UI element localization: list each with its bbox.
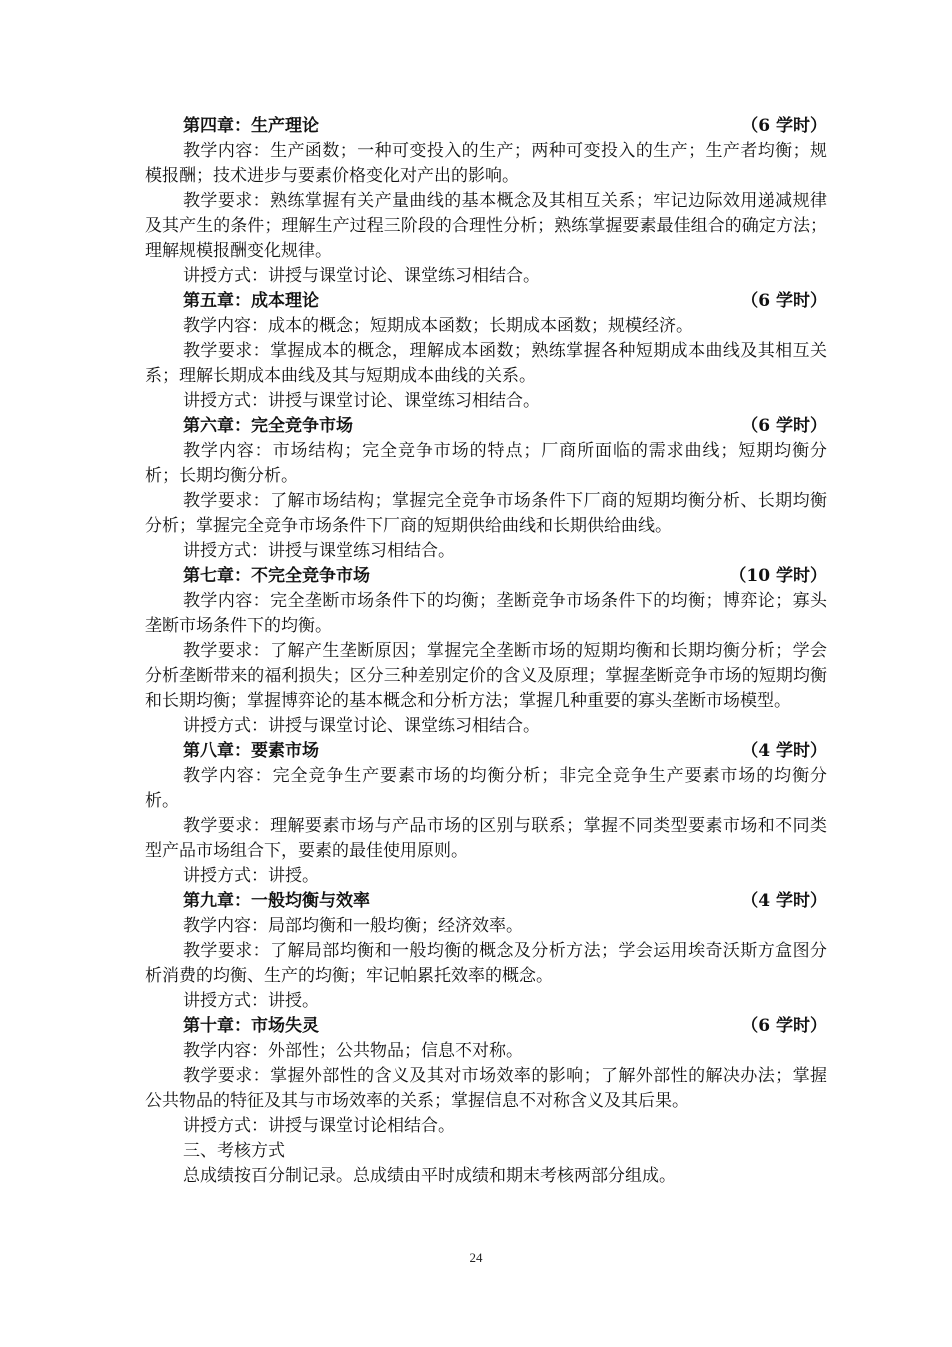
chapter-content: 教学内容：外部性；公共物品；信息不对称。 <box>183 1041 523 1061</box>
chapter-requirements: 教学要求：掌握外部性的含义及其对市场效率的影响；了解外部性的解决办法；掌握公共物品的特征及其与市场效率的关系；掌握信息不对称含义及其后果。 <box>145 1066 827 1111</box>
chapter-content: 教学内容：完全竞争生产要素市场的均衡分析；非完全竞争生产要素市场的均衡分析。 <box>145 766 827 811</box>
chapter-content: 教学内容：完全垄断市场条件下的均衡；垄断竞争市场条件下的均衡；博弈论；寡头垄断市场条件下的均衡。 <box>145 591 827 636</box>
assessment-title: 三、考核方式 <box>183 1141 285 1161</box>
chapter-title: 第四章：生产理论 <box>183 116 319 136</box>
chapter-heading <box>145 889 827 914</box>
chapter-method: 讲授方式：讲授与课堂讨论、课堂练习相结合。 <box>183 391 540 411</box>
document-body <box>145 114 827 1189</box>
chapter-title: 第九章：一般均衡与效率 <box>183 891 370 911</box>
chapter-requirements: 教学要求：理解要素市场与产品市场的区别与联系；掌握不同类型要素市场和不同类型产品市场组合下，要素的最佳使用原则。 <box>145 816 827 861</box>
chapter-heading <box>145 289 827 314</box>
chapter-hours: （4 学时） <box>741 891 827 911</box>
chapter-heading <box>145 1014 827 1039</box>
chapter-hours: （6 学时） <box>741 116 827 136</box>
chapter-method: 讲授方式：讲授与课堂讨论相结合。 <box>183 1116 455 1136</box>
chapter-method: 讲授方式：讲授。 <box>183 866 319 886</box>
page-number: 24 <box>469 1250 483 1265</box>
chapter-title: 第六章：完全竞争市场 <box>183 416 353 436</box>
chapter-heading <box>145 114 827 139</box>
chapter-title: 第十章：市场失灵 <box>183 1016 319 1036</box>
chapter-heading <box>145 739 827 764</box>
chapter-requirements: 教学要求：了解局部均衡和一般均衡的概念及分析方法；学会运用埃奇沃斯方盒图分析消费的均衡、生产的均衡；牢记帕累托效率的概念。 <box>145 941 827 986</box>
chapter-heading <box>145 414 827 439</box>
chapter-heading <box>145 564 827 589</box>
chapter-hours: （6 学时） <box>741 1016 827 1036</box>
chapter-content: 教学内容：局部均衡和一般均衡；经济效率。 <box>183 916 523 936</box>
chapter-method: 讲授方式：讲授与课堂练习相结合。 <box>183 541 455 561</box>
chapter-hours: （6 学时） <box>741 291 827 311</box>
chapter-requirements: 教学要求：熟练掌握有关产量曲线的基本概念及其相互关系；牢记边际效用递减规律及其产生的条件；理解生产过程三阶段的合理性分析；熟练掌握要素最佳组合的确定方法；理解规模报酬变化规律。 <box>145 191 827 261</box>
chapter-method: 讲授方式：讲授与课堂讨论、课堂练习相结合。 <box>183 266 540 286</box>
chapter-hours: （10 学时） <box>729 566 827 586</box>
chapter-title: 第五章：成本理论 <box>183 291 319 311</box>
chapter-requirements: 教学要求：掌握成本的概念，理解成本函数；熟练掌握各种短期成本曲线及其相互关系；理解长期成本曲线及其与短期成本曲线的关系。 <box>145 341 827 386</box>
chapter-requirements: 教学要求：了解市场结构；掌握完全竞争市场条件下厂商的短期均衡分析、长期均衡分析；掌握完全竞争市场条件下厂商的短期供给曲线和长期供给曲线。 <box>145 491 827 536</box>
chapter-content: 教学内容：成本的概念；短期成本函数；长期成本函数；规模经济。 <box>183 316 693 336</box>
chapter-hours: （6 学时） <box>741 416 827 436</box>
chapter-method: 讲授方式：讲授。 <box>183 991 319 1011</box>
chapter-requirements: 教学要求：了解产生垄断原因；掌握完全垄断市场的短期均衡和长期均衡分析；学会分析垄断带来的福利损失；区分三种差别定价的含义及原理；掌握垄断竞争市场的短期均衡和长期均衡；掌握博弈论的基本概念和分析方法；掌握几种重要的寡头垄断市场模型。 <box>145 641 827 711</box>
chapter-content: 教学内容：市场结构；完全竞争市场的特点；厂商所面临的需求曲线；短期均衡分析；长期均衡分析。 <box>145 441 827 486</box>
chapter-content: 教学内容：生产函数；一种可变投入的生产；两种可变投入的生产；生产者均衡；规模报酬；技术进步与要素价格变化对产出的影响。 <box>145 141 827 186</box>
chapter-title: 第八章：要素市场 <box>183 741 319 761</box>
chapter-method: 讲授方式：讲授与课堂讨论、课堂练习相结合。 <box>183 716 540 736</box>
chapter-title: 第七章：不完全竞争市场 <box>183 566 370 586</box>
assessment-text: 总成绩按百分制记录。总成绩由平时成绩和期末考核两部分组成。 <box>183 1166 676 1186</box>
chapter-hours: （4 学时） <box>741 741 827 761</box>
